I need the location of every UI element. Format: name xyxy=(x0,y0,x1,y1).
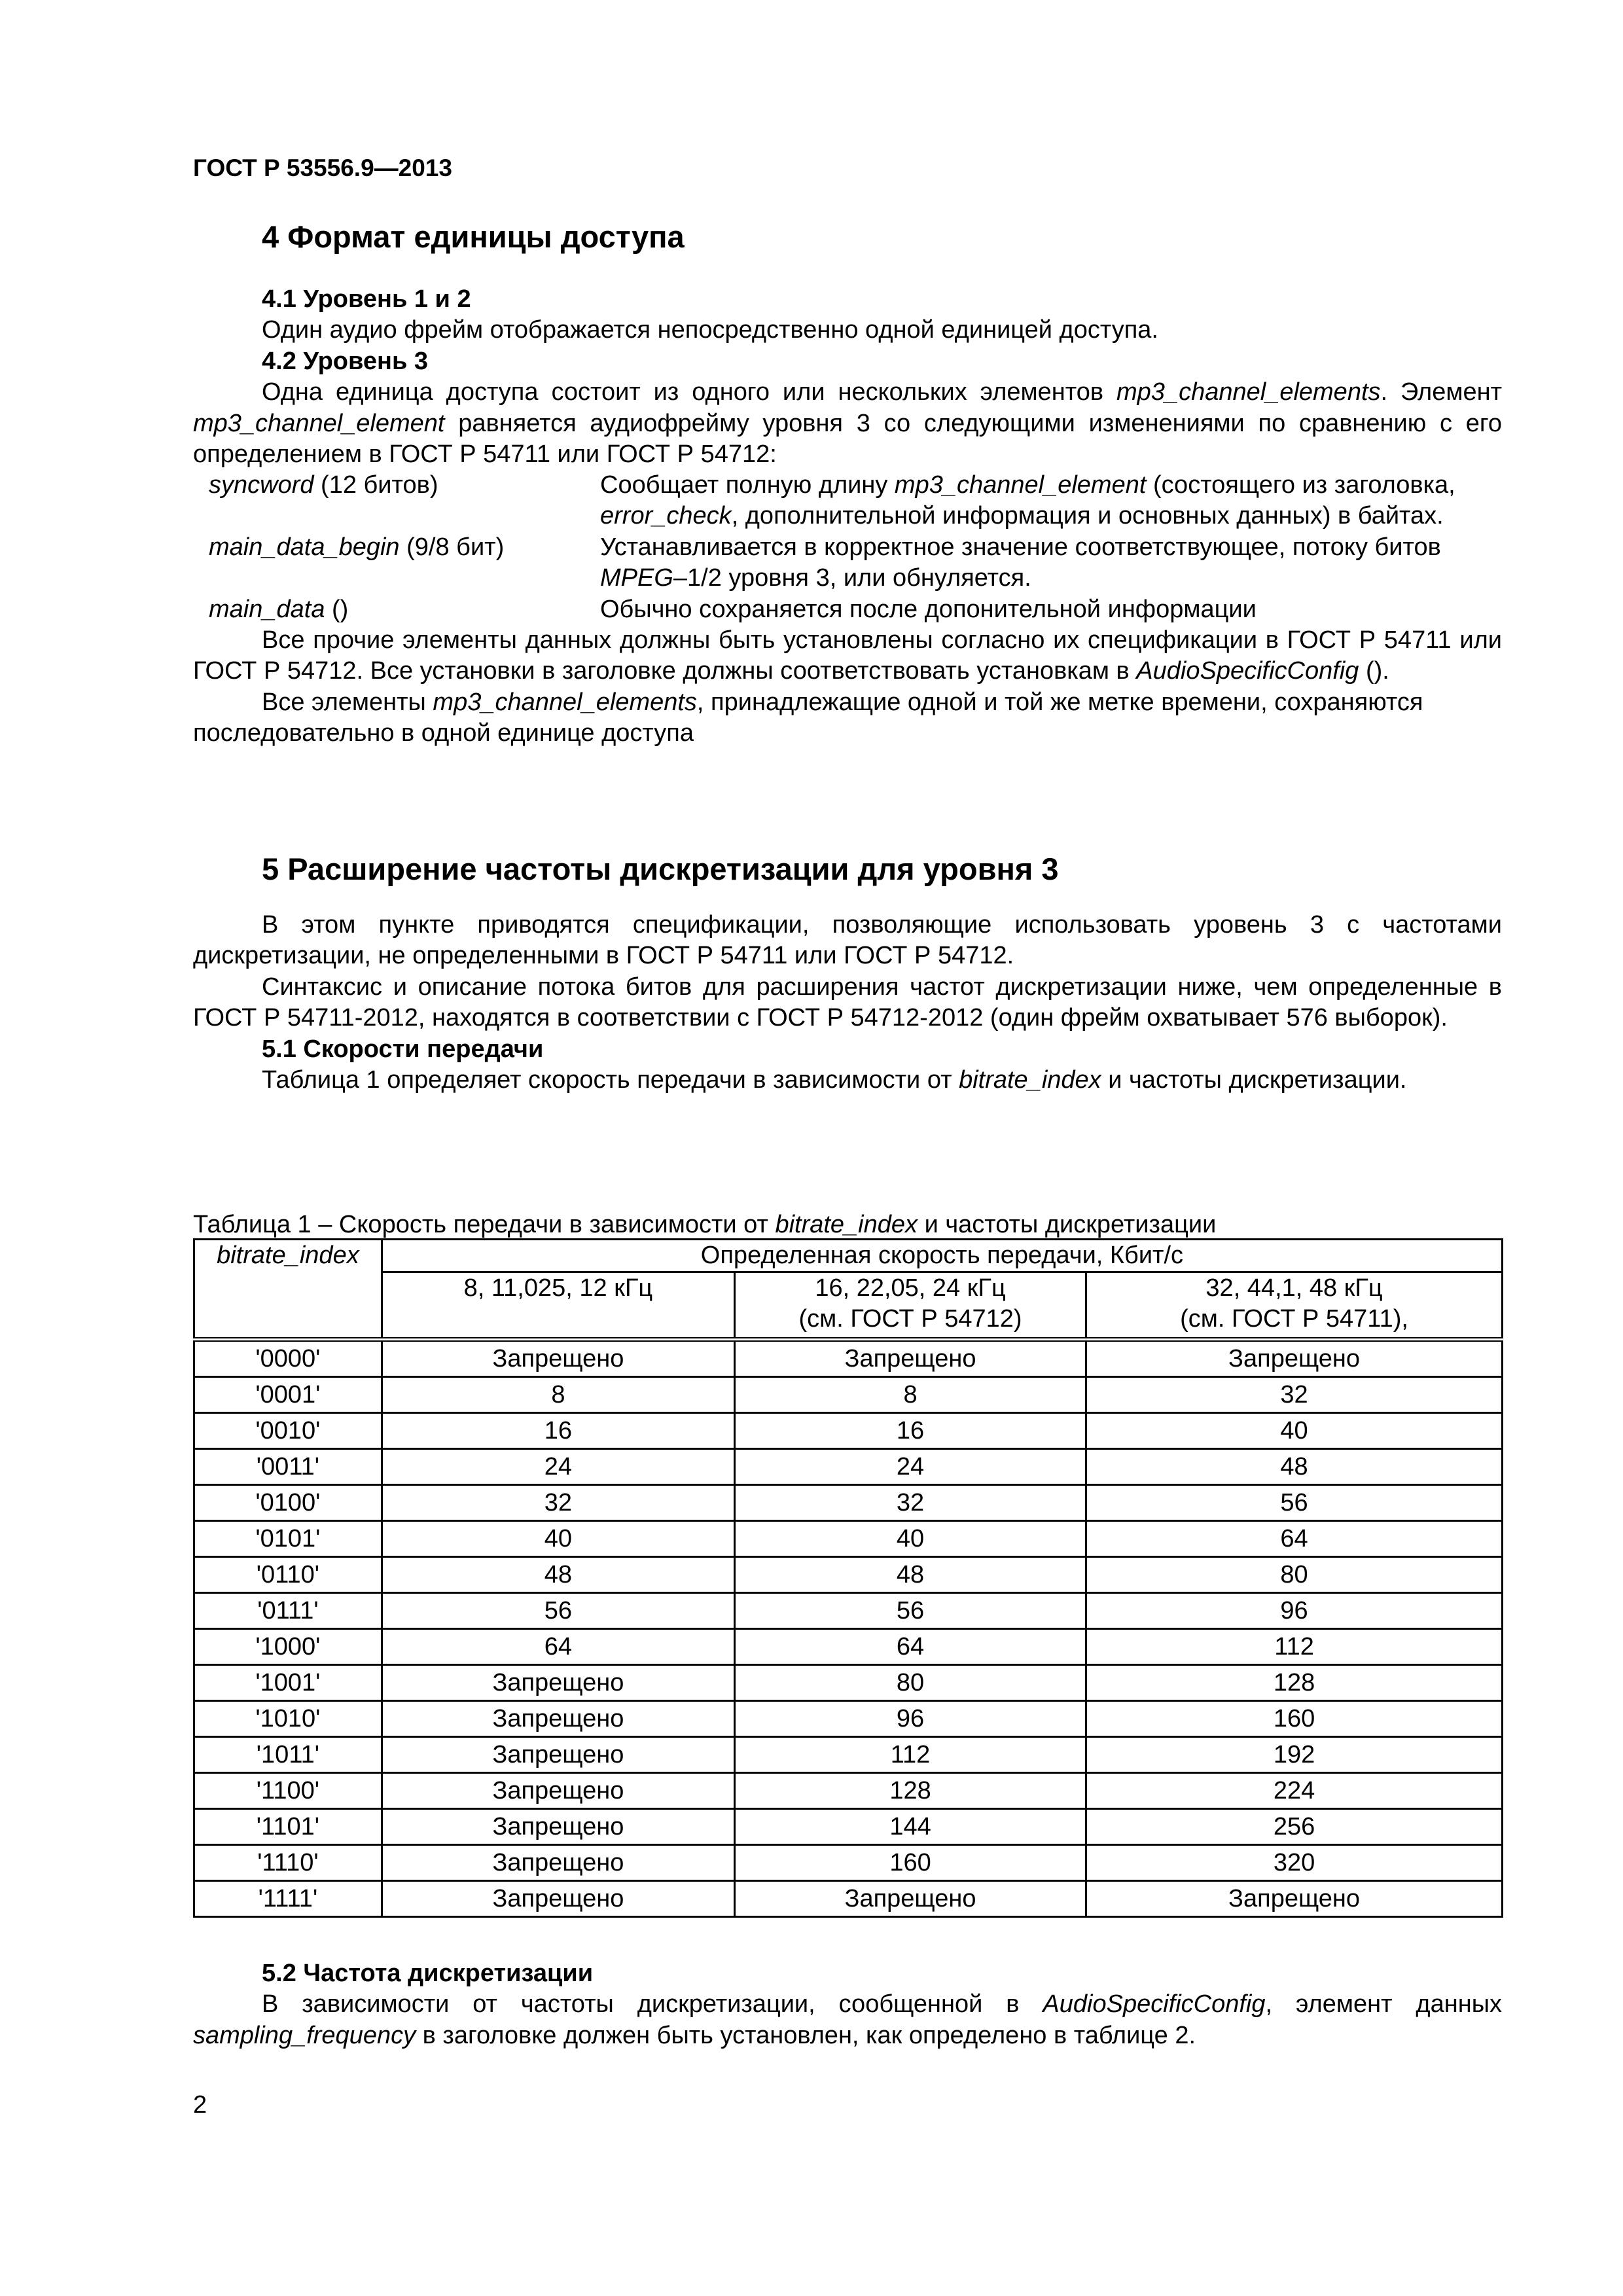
table-row xyxy=(194,1881,1503,1917)
table-cell: Запрещено xyxy=(734,1340,1086,1377)
paragraph-table-ref: Таблица 1 определяет скорость передачи в зависимости от bitrate_index и частоты дискретизации. xyxy=(262,1066,1407,1094)
header-col-high: 32, 44,1, 48 кГц (см. ГОСТ Р 54711), xyxy=(1086,1272,1503,1340)
table-cell: 320 xyxy=(1086,1845,1503,1881)
table-row xyxy=(194,1629,1503,1665)
table-cell: '1001' xyxy=(194,1665,382,1701)
table-cell: Запрещено xyxy=(1086,1340,1503,1377)
table-cell: 56 xyxy=(734,1593,1086,1629)
header-bitrate-index: bitrate_index xyxy=(194,1240,382,1340)
table-row xyxy=(194,1449,1503,1485)
header-group: Определенная скорость передачи, Кбит/с xyxy=(382,1240,1502,1272)
table-1-caption: Таблица 1 – Скорость передачи в зависимости от bitrate_index и частоты дискретизации xyxy=(193,1211,1217,1238)
table-cell: '0010' xyxy=(194,1413,382,1449)
definition-term: main_data () xyxy=(209,595,349,623)
table-cell: Запрещено xyxy=(382,1737,734,1773)
section-5-body xyxy=(193,910,1502,1096)
table-cell: Запрещено xyxy=(382,1665,734,1701)
table-cell: '0101' xyxy=(194,1521,382,1557)
table-cell: 16 xyxy=(382,1413,734,1449)
table-row xyxy=(194,1521,1503,1557)
table-cell: '1011' xyxy=(194,1737,382,1773)
table-row xyxy=(194,1845,1503,1881)
table-cell: Запрещено xyxy=(1086,1881,1503,1917)
table-cell: 128 xyxy=(734,1773,1086,1809)
table-cell: '0011' xyxy=(194,1449,382,1485)
table-cell: 256 xyxy=(1086,1809,1503,1845)
table-cell: 112 xyxy=(1086,1629,1503,1665)
table-cell: 144 xyxy=(734,1809,1086,1845)
section-5-2 xyxy=(193,1958,1502,2051)
table-cell: '1110' xyxy=(194,1845,382,1881)
table-cell: 160 xyxy=(734,1845,1086,1881)
table-cell: 96 xyxy=(734,1701,1086,1737)
table-cell: Запрещено xyxy=(734,1881,1086,1917)
table-cell: 80 xyxy=(734,1665,1086,1701)
subsection-5-2-title: 5.2 Частота дискретизации xyxy=(262,1960,594,1987)
header-col-low: 8, 11,025, 12 кГц xyxy=(382,1272,734,1340)
table-row xyxy=(194,1485,1503,1521)
table-header-row xyxy=(194,1272,1503,1340)
table-row xyxy=(194,1773,1503,1809)
table-row xyxy=(194,1413,1503,1449)
table-cell: 40 xyxy=(382,1521,734,1557)
table-cell: '1000' xyxy=(194,1629,382,1665)
section-4-title: 4 Формат единицы доступа xyxy=(262,219,685,254)
table-cell: 56 xyxy=(1086,1485,1503,1521)
definition-description: Обычно сохраняется после допонительной информации xyxy=(600,595,1257,623)
paragraph-syntax: Синтаксис и описание потока битов для расширения частот дискретизации ниже, чем определенные в ГОСТ Р 54711-2012, находятся в соответствии с ГОСТ Р 54712-2012 (один фрейм охватывает 576 выборок). xyxy=(193,973,1502,1032)
table-cell: 40 xyxy=(734,1521,1086,1557)
definition-list xyxy=(193,470,1502,749)
header-col-mid: 16, 22,05, 24 кГц (см. ГОСТ Р 54712) xyxy=(734,1272,1086,1340)
table-cell: 48 xyxy=(382,1557,734,1593)
table-header-row xyxy=(194,1240,1503,1272)
paragraph-other-elements: Все прочие элементы данных должны быть установлены согласно их спецификации в ГОСТ Р 54711 или ГОСТ Р 54712. Все установки в заголовке должны соответствовать установкам в AudioSpecificConfig (). xyxy=(193,626,1502,685)
table-cell: 64 xyxy=(1086,1521,1503,1557)
page-number: 2 xyxy=(193,2091,207,2119)
table-cell: 64 xyxy=(734,1629,1086,1665)
definition-row xyxy=(193,470,1502,532)
table-row xyxy=(194,1737,1503,1773)
bitrate-table xyxy=(193,1238,1503,1918)
paragraph-access-unit: Одна единица доступа состоит из одного или нескольких элементов mp3_channel_elements. Элемент mp3_channel_element равняется аудиофрейму уровня 3 со следующими изменениями по сравнению с его определением в ГОСТ Р 54711 или ГОСТ Р 54712: xyxy=(193,378,1503,469)
table-row xyxy=(194,1593,1503,1629)
subsection-4-1-title: 4.1 Уровень 1 и 2 xyxy=(262,285,471,313)
table-cell: '1100' xyxy=(194,1773,382,1809)
table-cell: 192 xyxy=(1086,1737,1503,1773)
paragraph-sampling-frequency: В зависимости от частоты дискретизации, сообщенной в AudioSpecificConfig, элемент данных sampling_frequency в заголовке должен быть установлен, как определено в таблице 2. xyxy=(193,1990,1503,2049)
table-cell: '1101' xyxy=(194,1809,382,1845)
subsection-5-1-title: 5.1 Скорости передачи xyxy=(262,1035,544,1063)
table-cell: '1010' xyxy=(194,1701,382,1737)
table-cell: 64 xyxy=(382,1629,734,1665)
subsection-4-1-text: Один аудио фрейм отображается непосредственно одной единицей доступа. xyxy=(262,316,1158,344)
table-cell: '0000' xyxy=(194,1340,382,1377)
table-cell: 40 xyxy=(1086,1413,1503,1449)
paragraph-same-timestamp: Все элементы mp3_channel_elements, принадлежащие одной и той же метке времени, сохраняются последовательно в одной единице доступа xyxy=(193,688,1423,747)
definition-description: Сообщает полную длину mp3_channel_element (состоящего из заголовка, error_check, дополнительной информация и основных данных) в байтах. xyxy=(600,471,1455,530)
table-row xyxy=(194,1377,1503,1413)
table-cell: 32 xyxy=(382,1485,734,1521)
table-cell: Запрещено xyxy=(382,1845,734,1881)
table-cell: 32 xyxy=(1086,1377,1503,1413)
definition-row xyxy=(193,594,1502,625)
table-cell: 32 xyxy=(734,1485,1086,1521)
table-cell: Запрещено xyxy=(382,1340,734,1377)
section-4-body xyxy=(193,284,1502,470)
section-5-title: 5 Расширение частоты дискретизации для уровня 3 xyxy=(262,852,1059,886)
definition-term: main_data_begin (9/8 бит) xyxy=(209,533,505,561)
table-row xyxy=(194,1701,1503,1737)
paragraph-specifications: В этом пункте приводятся спецификации, позволяющие использовать уровень 3 с частотами дискретизации, не определенными в ГОСТ Р 54711 или ГОСТ Р 54712. xyxy=(193,911,1502,970)
table-cell: 48 xyxy=(734,1557,1086,1593)
table-cell: Запрещено xyxy=(382,1881,734,1917)
table-cell: '1111' xyxy=(194,1881,382,1917)
table-cell: 48 xyxy=(1086,1449,1503,1485)
table-cell: 224 xyxy=(1086,1773,1503,1809)
table-cell: 16 xyxy=(734,1413,1086,1449)
table-cell: 112 xyxy=(734,1737,1086,1773)
table-cell: 80 xyxy=(1086,1557,1503,1593)
table-cell: 160 xyxy=(1086,1701,1503,1737)
standard-number: ГОСТ Р 53556.9—2013 xyxy=(193,154,452,181)
table-cell: 8 xyxy=(734,1377,1086,1413)
definition-description: Устанавливается в корректное значение соответствующее, потоку битов MPEG–1/2 уровня 3, или обнуляется. xyxy=(600,533,1441,592)
table-cell: 8 xyxy=(382,1377,734,1413)
table-cell: 24 xyxy=(382,1449,734,1485)
table-row xyxy=(194,1809,1503,1845)
table-cell: Запрещено xyxy=(382,1809,734,1845)
definition-row xyxy=(193,532,1502,594)
table-row xyxy=(194,1340,1503,1377)
table-cell: 128 xyxy=(1086,1665,1503,1701)
table-cell: Запрещено xyxy=(382,1773,734,1809)
table-cell: '0110' xyxy=(194,1557,382,1593)
subsection-4-2-title: 4.2 Уровень 3 xyxy=(262,347,428,375)
table-cell: 96 xyxy=(1086,1593,1503,1629)
table-row xyxy=(194,1557,1503,1593)
table-cell: Запрещено xyxy=(382,1701,734,1737)
table-cell: '0001' xyxy=(194,1377,382,1413)
table-cell: 56 xyxy=(382,1593,734,1629)
definition-term: syncword (12 битов) xyxy=(209,471,438,499)
table-cell: '0111' xyxy=(194,1593,382,1629)
table-cell: '0100' xyxy=(194,1485,382,1521)
table-cell: 24 xyxy=(734,1449,1086,1485)
table-row xyxy=(194,1665,1503,1701)
